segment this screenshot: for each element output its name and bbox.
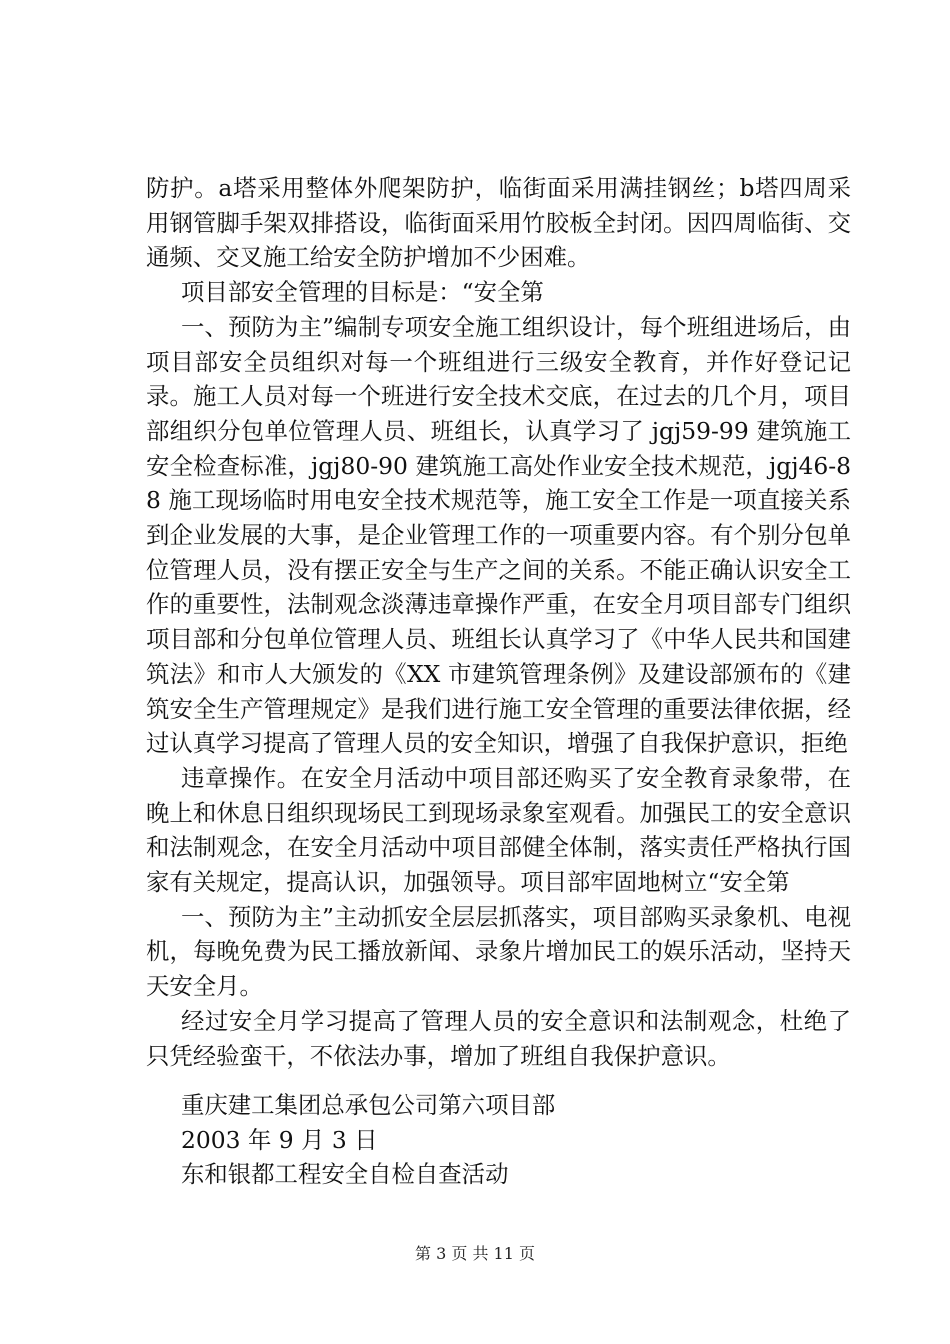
- paragraph-3: 一、预防为主”编制专项安全施工组织设计，每个班组进场后，由项目部安全员组织对每一个班组进行三级安全教育，并作好登记记录。施工人员对每一个班进行安全技术交底，在过去的几个月，项目部组织分包单位管理人员、班组长，认真学习了 jgj59-99 建筑施工安全检查标准，jgj80-90 建筑施工高处作业安全技术规范，jgj46-88 施工现场临时用电安全技术规范等，施工安全工作是一项直接关系到企业发展的大事，是企业管理工作的一项重要内容。有个别分包单位管理人员，没有摆正安全与生产之间的关系。不能正确认识安全工作的重要性，法制观念淡薄违章操作严重，在安全月项目部专门组织项目部和分包单位管理人员、班组长认真学习了《中华人民共和国建筑法》和市人大颁发的《XX 市建筑管理条例》及建设部颁布的《建筑安全生产管理规定》是我们进行施工安全管理的重要法律依据，经过认真学习提高了管理人员的安全知识，增强了自我保护意识，拒绝: [146, 312, 851, 758]
- page-number: 第 3 页 共 11 页: [415, 1244, 535, 1263]
- paragraph-1: 防护。a塔采用整体外爬架防护，临街面采用满挂钢丝；b塔四周采用钢管脚手架双排搭设，临街面采用竹胶板全封闭。因四周临街、交通频、交叉施工给安全防护增加不少困难。: [146, 174, 851, 272]
- next-section-title: 东和银都工程安全自检自查活动: [181, 1160, 509, 1189]
- body-text: [146, 171, 851, 1073]
- signature-organization: 重庆建工集团总承包公司第六项目部: [181, 1091, 556, 1119]
- paragraph-2: 项目部安全管理的目标是：“安全第: [181, 278, 544, 307]
- paragraph-6: 经过安全月学习提高了管理人员的安全意识和法制观念，杜绝了只凭经验蛮干，不依法办事，增加了班组自我保护意识。: [146, 1006, 851, 1070]
- paragraph-5: 一、预防为主”主动抓安全层层抓落实，项目部购买录象机、电视机，每晚免费为民工播放新闻、录象片增加民工的娱乐活动，坚持天天安全月。: [146, 902, 851, 1001]
- signature-date: 2003 年 9 月 3 日: [181, 1125, 378, 1154]
- page-footer: [0, 1243, 950, 1265]
- signature-block: [181, 1088, 821, 1192]
- paragraph-4: 违章操作。在安全月活动中项目部还购买了安全教育录象带，在晚上和休息日组织现场民工到现场录象室观看。加强民工的安全意识和法制观念，在安全月活动中项目部健全体制，落实责任严格执行国家有关规定，提高认识，加强领导。项目部牢固地树立“安全第: [146, 763, 851, 897]
